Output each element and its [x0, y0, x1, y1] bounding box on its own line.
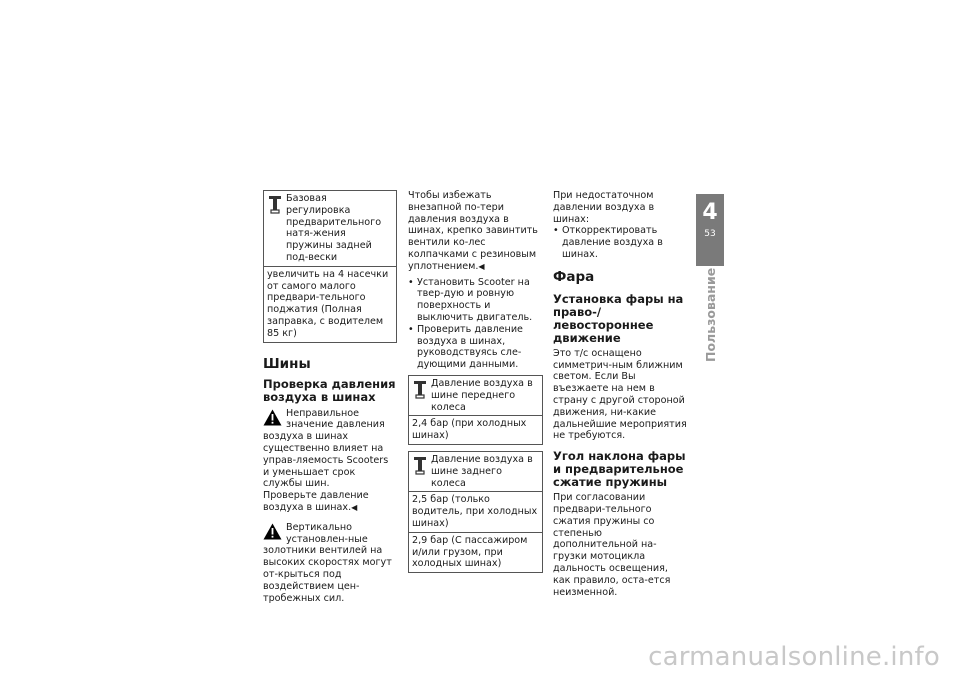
rear-pressure-spec-box: [408, 451, 543, 573]
list-item: • Проверить давление воздуха в шинах, руководствуясь сле-дующими данными.: [408, 324, 543, 371]
spec-box-value: [409, 415, 542, 444]
chapter-title-text: Пользование: [703, 267, 719, 363]
spec-box-header: [409, 452, 542, 491]
spec-box-title: Давление воздуха в шине переднего колеса: [431, 377, 533, 413]
list-item: • Установить Scooter на твер-дую и ровную поверхность и выключить двигатель.: [408, 277, 543, 324]
watermark: carmanualsonline.info: [648, 642, 940, 672]
chapter-tab: [696, 194, 724, 266]
column-right: [553, 190, 687, 598]
chapter-number: 4: [702, 200, 718, 225]
spec-box-title: Базовая регулировка предварительного натя-жения пружины задней под-вески: [286, 193, 382, 263]
end-of-section-icon: ◀: [351, 502, 358, 512]
subsection-heading-traffic-side: Установка фары на право-/левостороннее движение: [553, 291, 684, 345]
page-number: 53: [704, 229, 716, 239]
low-pressure-list: [553, 225, 687, 260]
list-item: • Откорректировать давление воздуха в шинах.: [553, 225, 687, 260]
warning-block-valves: [263, 522, 397, 605]
procedure-list: [408, 277, 543, 371]
wrench-data-icon: [267, 195, 283, 215]
column-left: [263, 190, 397, 604]
wrench-data-icon: [412, 380, 428, 400]
spring-preload-spec-box: [263, 190, 397, 343]
spec-box-title: Давление воздуха в шине заднего колеса: [431, 453, 533, 489]
warning-text-pressure: Неправильное значение давления воздуха в шинах существенно влияет на управ-ляемость Scooters и уменьшает срок службы шин.: [263, 407, 389, 490]
traffic-side-text: Это т/с оснащено симметрич-ным ближним светом. Если Вы въезжаете на нем в страну с другой стороной движения, ни-какие дальнейшие мероприятия не требуются.: [553, 347, 687, 442]
spec-box-value-text: увеличить на 4 насечки от самого малого предвари-тельного поджатия (Полная заправка, с водителем 85 кг): [267, 268, 389, 339]
wrench-data-icon: [412, 456, 428, 476]
front-pressure-value: 2,4 бар (при холодных шинах): [412, 418, 527, 442]
rear-pressure-value-loaded: 2,9 бар (С пассажиром и/или грузом, при холодных шинах): [412, 534, 528, 570]
subsection-heading-beam-angle: Угол наклона фары и предварительное сжатие пружины: [553, 449, 686, 490]
low-pressure-text: При недостаточном давлении воздуха в шинах:: [553, 190, 655, 225]
warning-triangle-icon: [263, 409, 282, 426]
end-of-section-icon: ◀: [478, 261, 485, 271]
column-middle: [408, 190, 543, 579]
spec-box-value: [409, 491, 542, 531]
spec-box-header: [409, 376, 542, 415]
rear-pressure-value-solo: 2,5 бар (только водитель, при холодных шинах): [412, 494, 538, 529]
subsection-heading-pressure-check: Проверка давления воздуха в шинах: [263, 376, 396, 404]
section-heading-tires: Шины: [263, 355, 311, 372]
chapter-title: [682, 267, 740, 363]
valve-cap-text: Чтобы избежать внезапной по-тери давления воздуха в шинах, крепко завинтить вентили ко-лес колпачками с резиновым уплотнением.◀: [408, 190, 538, 272]
front-pressure-spec-box: [408, 375, 543, 445]
warning-block-pressure: [263, 408, 397, 491]
check-tires-text: Проверьте давление воздуха в шинах.◀: [263, 490, 369, 513]
beam-angle-text: При согласовании предвари-тельного сжатия пружины со степенью дополнительной на-грузки мотоцикла дальность освещения, как правило, оста-ется неизменной.: [553, 492, 671, 598]
warning-text-valves: Вертикально установлен-ные золотники вентилей на высоких скоростях могут от-крыться под воздействием цен-тробежных сил.: [263, 521, 392, 604]
spec-box-value: [409, 532, 542, 572]
warning-triangle-icon: [263, 523, 282, 540]
section-heading-headlight: Фара: [553, 268, 595, 285]
spec-box-value: [264, 266, 396, 342]
spec-box-header: [264, 191, 396, 266]
